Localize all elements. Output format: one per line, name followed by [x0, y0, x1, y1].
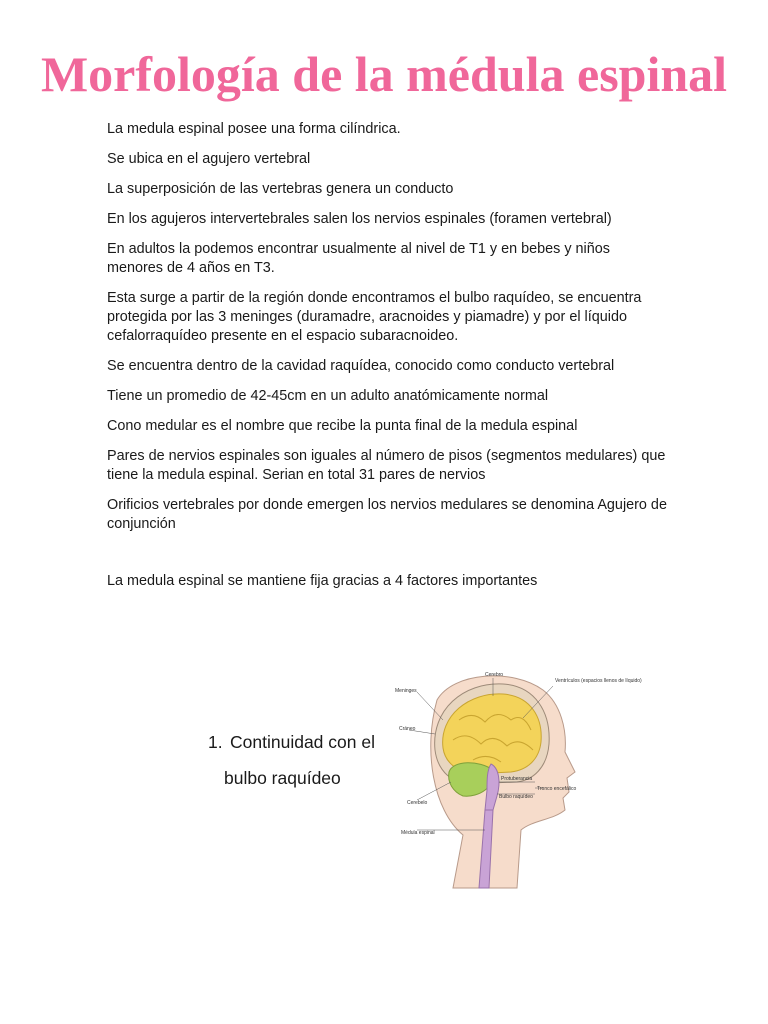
title-container: [0, 40, 768, 124]
paragraph: Pares de nervios espinales son iguales al número de pisos (segmentos medulares) que tiene la medula espinal. Serian en total 31 pares de nervios: [107, 448, 666, 483]
paragraph: La medula espinal posee una forma cilíndrica.: [107, 121, 401, 137]
paragraph: Se encuentra dentro de la cavidad raquídea, conocido como conducto vertebral: [107, 358, 615, 374]
label-protuberancia: Protuberancia: [501, 776, 533, 782]
paragraph: Se ubica en el agujero vertebral: [107, 151, 311, 167]
list-text-line2: bulbo raquídeo: [224, 768, 341, 788]
paragraph: Tiene un promedio de 42-45cm en un adulto anatómicamente normal: [107, 388, 549, 404]
paragraph: En los agujeros intervertebrales salen los nervios espinales (foramen vertebral): [107, 211, 612, 227]
paragraph: La superposición de las vertebras genera un conducto: [107, 181, 454, 197]
label-cerebro: Cerebro: [485, 672, 504, 678]
label-craneo: Cráneo: [399, 726, 416, 732]
label-meninges: Meninges: [395, 688, 417, 694]
label-medula: Médula espinal: [401, 830, 435, 836]
paragraph: En adultos la podemos encontrar usualmente al nivel de T1 y en bebes y niños menores de 4 años en T3.: [107, 241, 610, 276]
label-ventriculos: Ventrículos (espacios llenos de líquido): [555, 678, 642, 684]
label-bulbo: Bulbo raquídeo: [499, 794, 533, 800]
label-cerebelo: Cerebelo: [407, 800, 428, 806]
factors-intro: La medula espinal se mantiene fija gracias a 4 factores importantes: [107, 573, 538, 589]
label-tronco: Tronco encefálico: [537, 786, 577, 792]
body-text: [107, 120, 667, 602]
paragraph: Cono medular es el nombre que recibe la punta final de la medula espinal: [107, 418, 578, 434]
factor-list-item-1: [208, 724, 398, 796]
paragraph: Esta surge a partir de la región donde encontramos el bulbo raquídeo, se encuentra protegida por las 3 meninges (duramadre, aracnoides y piamadre) y por el líquido cefalorraquídeo presente en el espacio subaracnoideo.: [107, 290, 642, 344]
list-text-line1: Continuidad con el: [230, 732, 375, 752]
page-title: Morfología de la médula espinal: [40, 46, 728, 102]
brain-anatomy-illustration: [393, 660, 642, 888]
brain-anatomy-figure: [393, 660, 642, 888]
paragraph: Orificios vertebrales por donde emergen los nervios medulares se denomina Agujero de conjunción: [107, 497, 667, 532]
list-number: 1.: [208, 732, 223, 752]
